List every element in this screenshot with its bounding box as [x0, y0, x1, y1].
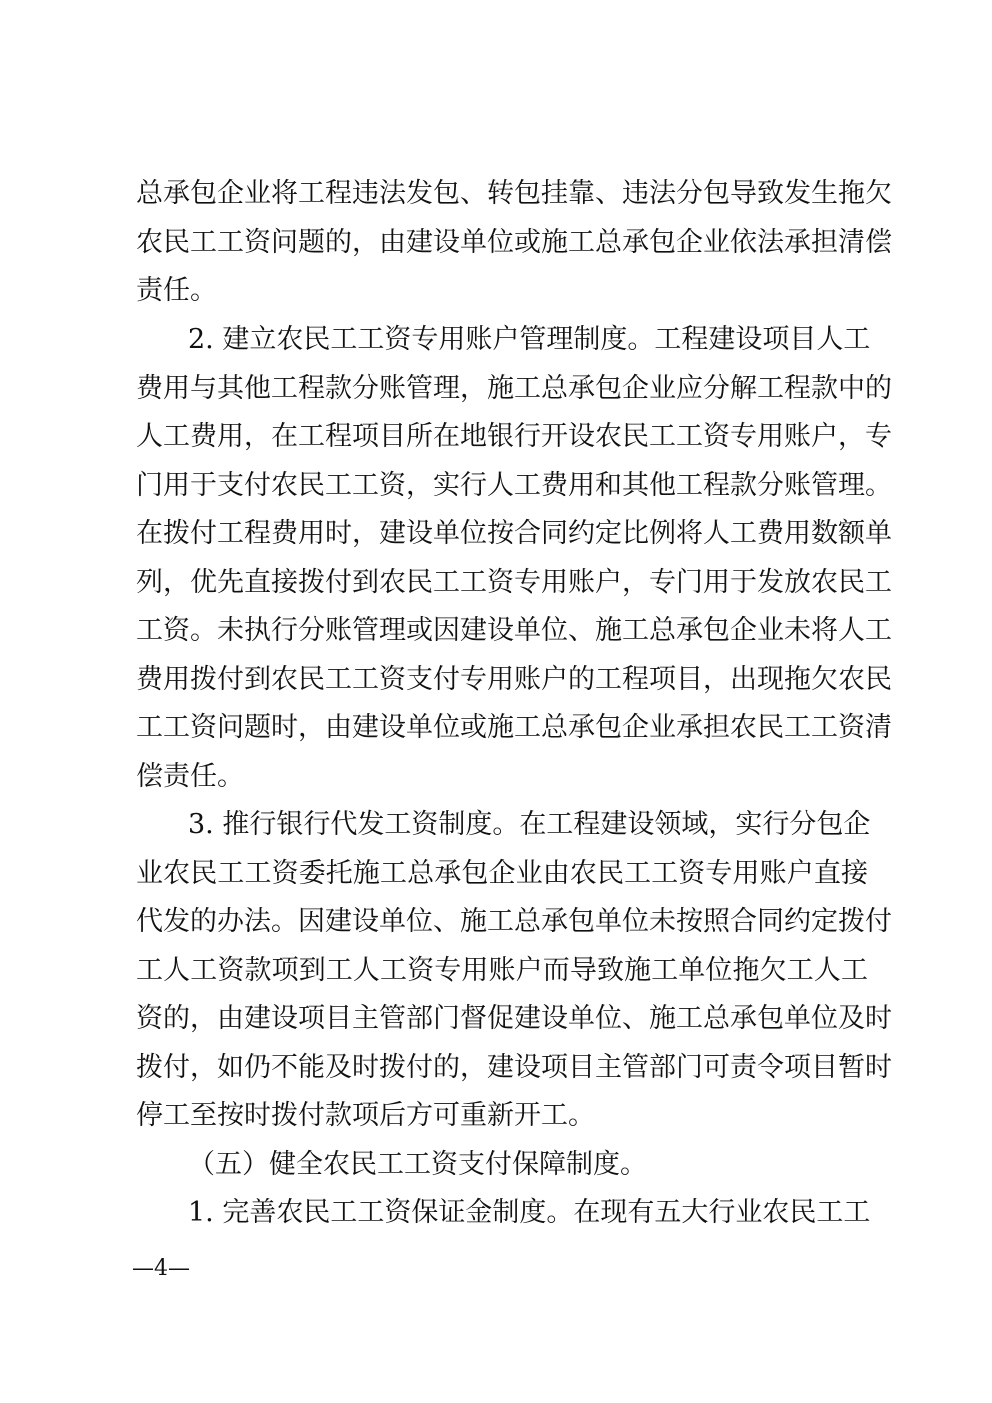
text-line: 责任。 — [136, 275, 217, 306]
text-line: 农民工工资问题的，由建设单位或施工总承包企业依法承担清偿 — [136, 227, 892, 258]
text-line: 工资。未执行分账管理或因建设单位、施工总承包企业未将人工 — [136, 615, 892, 646]
section-3-heading-line: 3. 推行银行代发工资制度。在工程建设领域，实行分包企 — [188, 809, 871, 840]
text-line: 费用拨付到农民工工资支付专用账户的工程项目，出现拖欠农民 — [136, 664, 892, 695]
page-number: —4— — [132, 1256, 190, 1281]
text-line: 资的，由建设项目主管部门督促建设单位、施工总承包单位及时 — [136, 1003, 892, 1034]
text-line: 偿责任。 — [136, 761, 244, 792]
text-line: 门用于支付农民工工资，实行人工费用和其他工程款分账管理。 — [136, 470, 892, 501]
text-line: 代发的办法。因建设单位、施工总承包单位未按照合同约定拨付 — [136, 906, 892, 937]
text-line: 拨付，如仍不能及时拨付的，建设项目主管部门可责令项目暂时 — [136, 1052, 892, 1083]
section-2-heading-line: 2. 建立农民工工资专用账户管理制度。工程建设项目人工 — [188, 324, 871, 355]
text-line: 工工资问题时，由建设单位或施工总承包企业承担农民工工资清 — [136, 712, 892, 743]
text-line: 总承包企业将工程违法发包、转包挂靠、违法分包导致发生拖欠 — [136, 178, 892, 209]
text-line: 工人工资款项到工人工资专用账户而导致施工单位拖欠工人工 — [136, 955, 868, 986]
section-1-heading-line: 1. 完善农民工工资保证金制度。在现有五大行业农民工工 — [188, 1197, 871, 1228]
text-line: 费用与其他工程款分账管理，施工总承包企业应分解工程款中的 — [136, 373, 892, 404]
text-line: 列，优先直接拨付到农民工工资专用账户，专门用于发放农民工 — [136, 567, 892, 598]
text-line: 在拨付工程费用时，建设单位按合同约定比例将人工费用数额单 — [136, 518, 892, 549]
section-five-heading: （五）健全农民工工资支付保障制度。 — [188, 1149, 647, 1180]
text-line: 业农民工工资委托施工总承包企业由农民工工资专用账户直接 — [136, 858, 868, 889]
text-line: 停工至按时拨付款项后方可重新开工。 — [136, 1100, 595, 1131]
text-line: 人工费用，在工程项目所在地银行开设农民工工资专用账户，专 — [136, 421, 892, 452]
